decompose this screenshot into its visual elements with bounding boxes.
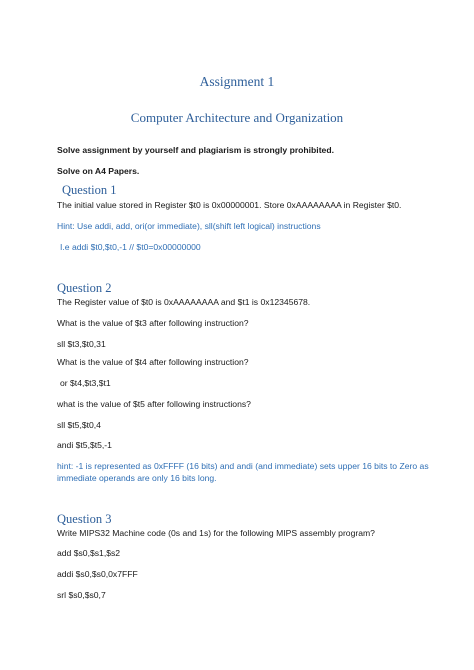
instruction-a4: Solve on A4 Papers. [57,166,140,176]
question-2-heading: Question 2 [57,281,112,295]
question-2-hint-line-1: hint: -1 is represented as 0xFFFF (16 bits) and andi (and immediate) sets upper 16 bits to Zero as [57,461,429,471]
question-2-text: The Register value of $t0 is 0xAAAAAAAA and $t1 is 0x12345678. [57,297,311,307]
question-2-code-andi-t5: andi $t5,$t5,-1 [57,440,112,450]
question-2-code-or-t4: or $t4,$t3,$t1 [60,378,111,388]
instruction-plagiarism: Solve assignment by yourself and plagiarism is strongly prohibited. [57,145,334,155]
question-2-ask-t3: What is the value of $t3 after following instruction? [57,318,249,328]
question-2-ask-t4: What is the value of $t4 after following instruction? [57,357,249,367]
question-3-text: Write MIPS32 Machine code (0s and 1s) for the following MIPS assembly program? [57,528,375,538]
question-1-example: I.e addi $t0,$t0,-1 // $t0=0x00000000 [60,242,201,252]
question-1-hint: Hint: Use addi, add, ori(or immediate), sll(shift left logical) instructions [57,221,321,231]
question-1-heading: Question 1 [62,183,117,197]
page-subtitle: Computer Architecture and Organization [130,110,344,125]
question-1-text: The initial value stored in Register $t0 is 0x00000001. Store 0xAAAAAAAA in Register $t0. [57,200,402,210]
page-title: Assignment 1 [199,74,275,89]
question-3-code-addi: addi $s0,$s0,0x7FFF [57,569,138,579]
question-3-heading: Question 3 [57,512,112,526]
question-2-code-sll-t3: sll $t3,$t0,31 [57,339,106,349]
question-2-ask-t5: what is the value of $t5 after following instructions? [57,399,251,409]
question-2-hint-line-2: immediate operands are only 16 bits long. [57,473,217,483]
question-2-code-sll-t5: sll $t5,$t0,4 [57,420,101,430]
question-3-code-add: add $s0,$s1,$s2 [57,548,121,558]
question-3-code-srl: srl $s0,$s0,7 [57,590,106,600]
